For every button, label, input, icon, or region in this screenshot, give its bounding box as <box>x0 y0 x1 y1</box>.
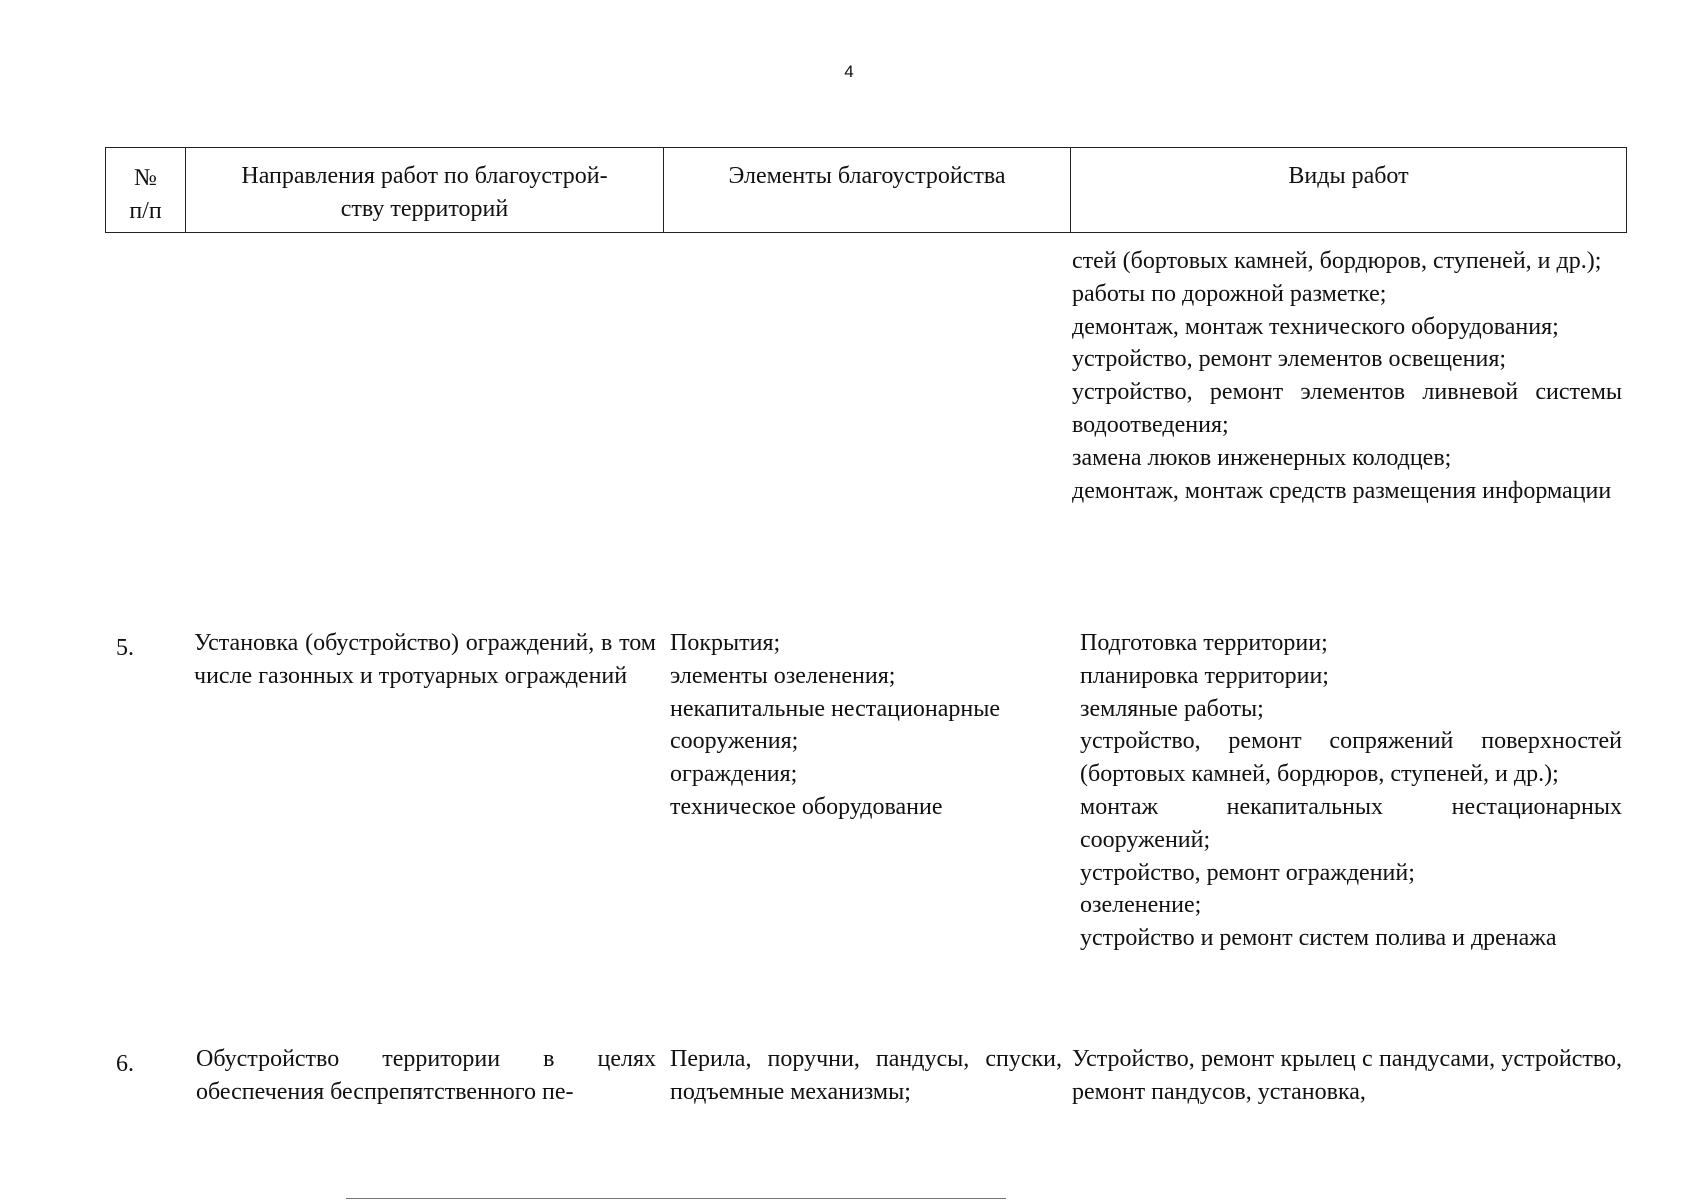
list-item: Покрытия; <box>670 630 781 656</box>
list-item: техническое оборудование <box>670 793 943 820</box>
row5-works-cell <box>1080 627 1622 955</box>
list-item: демонтаж, монтаж средств размещения информации <box>1072 477 1612 504</box>
table-header <box>105 147 1627 233</box>
list-item: стей (бортовых камней, бордюров, ступеней, и др.); <box>1072 248 1602 274</box>
list-item: устройство, ремонт элементов ливневой системы водоотведения; <box>1072 379 1622 438</box>
row5-direction-cell: Установка (обустройство) ограждений, в том числе газонных и тротуарных ограждений <box>194 630 656 689</box>
list-item: некапитальные нестационарные сооружения; <box>670 695 1000 755</box>
row6-direction-cell: Обустройство территории в целях обеспечения беспрепятственного пе- <box>196 1046 656 1105</box>
list-item: демонтаж, монтаж технического оборудования; <box>1072 313 1559 340</box>
header-elements-column: Элементы благоустройства <box>664 148 1071 232</box>
row6-number: 6. <box>116 1051 134 1077</box>
header-number-symbol: № <box>134 165 157 191</box>
row5-elements-cell <box>670 627 1070 824</box>
list-item: элементы озеленения; <box>670 662 896 689</box>
header-works-column: Виды работ <box>1288 163 1409 189</box>
list-item: работы по дорожной разметке; <box>1072 280 1387 307</box>
list-item: земляные работы; <box>1080 695 1264 722</box>
header-number-abbr: п/п <box>129 198 162 224</box>
list-item: ограждения; <box>670 761 798 788</box>
list-item: устройство и ремонт систем полива и дренажа <box>1080 925 1557 952</box>
list-item: озеленение; <box>1080 892 1202 919</box>
list-item: замена люков инженерных колодцев; <box>1072 444 1452 471</box>
list-item: устройство, ремонт ограждений; <box>1080 859 1415 886</box>
list-item: планировка территории; <box>1080 662 1329 689</box>
continuation-works-cell <box>1072 245 1622 507</box>
header-number-column <box>106 148 186 232</box>
list-item: Подготовка территории; <box>1080 630 1328 656</box>
list-item: устройство, ремонт элементов освещения; <box>1072 346 1507 373</box>
row6-works-cell: Устройство, ремонт крылец с пандусами, устройство, ремонт пандусов, установка, <box>1072 1046 1622 1105</box>
bottom-rule <box>346 1198 1006 1199</box>
page-number: 4 <box>844 62 854 81</box>
list-item: монтаж некапитальных нестационарных сооружений; <box>1080 793 1622 853</box>
list-item: устройство, ремонт сопряжений поверхностей (бортовых камней, бордюров, ступеней, и др.); <box>1080 728 1622 788</box>
header-direction-line2: ству территорий <box>340 196 509 222</box>
row5-number: 5. <box>116 635 134 661</box>
header-direction-column <box>186 148 664 232</box>
header-direction-line1: Направления работ по благоустрой- <box>241 163 608 189</box>
row6-elements-cell: Перила, поручни, пандусы, спуски, подъемные механизмы; <box>670 1046 1062 1105</box>
